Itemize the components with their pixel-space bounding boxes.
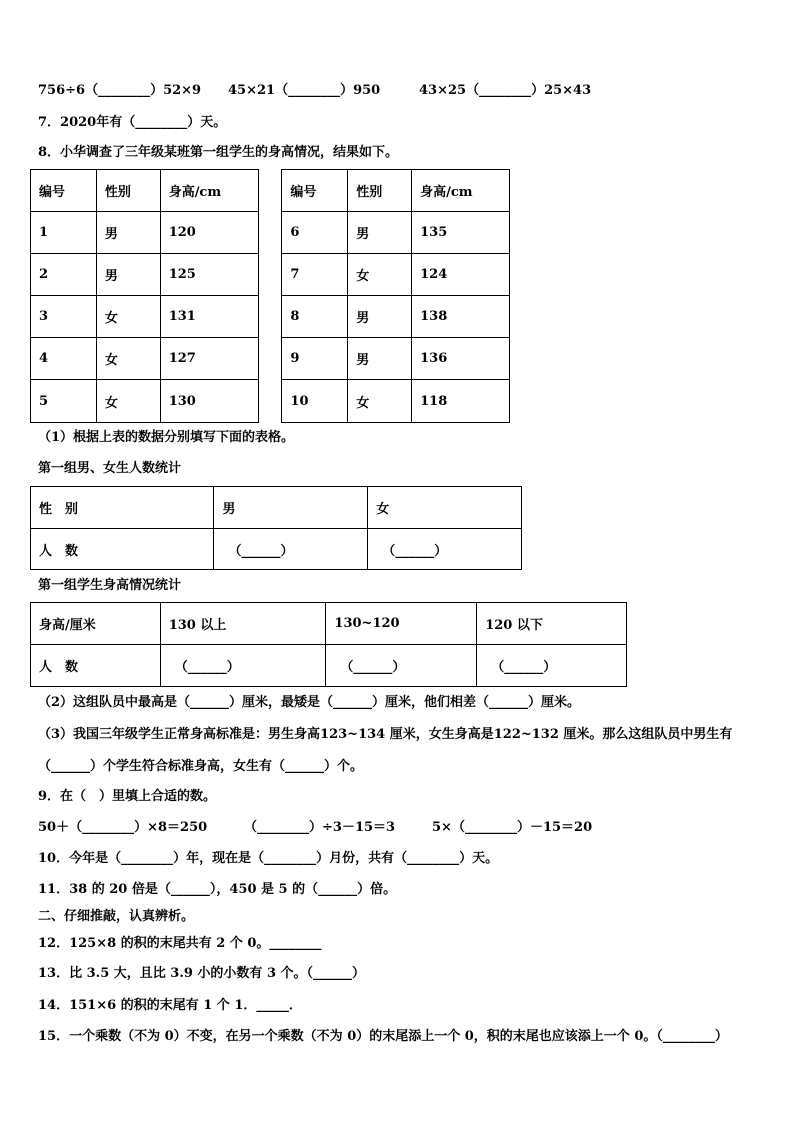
cell-id: 3 <box>31 296 97 338</box>
q14-text: 14．151×6 的积的末尾有 1 个 1．_____． <box>38 998 302 1013</box>
below-120-blank[interactable]: （______） <box>477 645 627 687</box>
q8-part3-line1: （3）我国三年级学生正常身高标准是：男生身高123~134 厘米，女生身高是122~132 厘米。那么这组队员中男生有 <box>38 727 733 742</box>
cell-height: 138 <box>412 296 510 338</box>
cell-gender: 女 <box>96 296 160 338</box>
q9-expr-c: 5×（________）－15＝20 <box>432 820 593 835</box>
cell-height: 131 <box>160 296 258 338</box>
height-range-label: 身高/厘米 <box>31 603 161 645</box>
q9-expr-b: （________）÷3－15＝3 <box>244 820 396 835</box>
cell-height: 125 <box>160 254 258 296</box>
q9-expr-a: 50＋（________）×8＝250 <box>38 820 208 835</box>
female-count-blank[interactable]: （______） <box>368 529 522 570</box>
range-above-130: 130 以上 <box>160 603 326 645</box>
header-height: 身高/cm <box>412 170 510 212</box>
cell-id: 5 <box>31 380 97 423</box>
q8-part2: （2）这组队员中最高是（______）厘米，最矮是（______）厘米，他们相差（______）厘米。 <box>38 695 581 710</box>
cell-id: 8 <box>282 296 348 338</box>
cell-height: 127 <box>160 338 258 380</box>
table-separator <box>258 170 282 423</box>
cell-gender: 女 <box>348 254 412 296</box>
header-height: 身高/cm <box>160 170 258 212</box>
cell-height: 124 <box>412 254 510 296</box>
range-below-120: 120 以下 <box>477 603 627 645</box>
section-2-title: 二、仔细推敲，认真辨析。 <box>38 909 195 924</box>
cell-gender: 男 <box>96 254 160 296</box>
cell-id: 10 <box>282 380 348 423</box>
cell-height: 118 <box>412 380 510 423</box>
q6-expr-a: 756÷6（________）52×9 <box>38 83 202 98</box>
header-gender: 性别 <box>96 170 160 212</box>
male-count-blank[interactable]: （______） <box>214 529 368 570</box>
cell-height: 130 <box>160 380 258 423</box>
cell-gender: 男 <box>348 338 412 380</box>
q8-intro: 8．小华调查了三年级某班第一组学生的身高情况，结果如下。 <box>38 145 399 160</box>
q13-text: 13．比 3.5 大，且比 3.9 小的小数有 3 个。（______） <box>38 966 366 981</box>
cell-gender: 女 <box>96 380 160 423</box>
q7-text: 7．2020年有（________）天。 <box>38 115 227 130</box>
count-label: 人 数 <box>31 645 161 687</box>
gender-label: 性 别 <box>31 487 214 529</box>
q6-expr-c: 43×25（________）25×43 <box>419 83 592 98</box>
range-130-120: 130~120 <box>326 603 477 645</box>
cell-gender: 男 <box>96 212 160 254</box>
q8-part1: （1）根据上表的数据分别填写下面的表格。 <box>38 430 295 445</box>
q8-part3-line2: （______）个学生符合标准身高，女生有（______）个。 <box>38 759 364 774</box>
cell-gender: 男 <box>348 296 412 338</box>
cell-height: 135 <box>412 212 510 254</box>
cell-gender: 女 <box>348 380 412 423</box>
cell-gender: 男 <box>348 212 412 254</box>
cell-gender: 女 <box>96 338 160 380</box>
q15-text: 15．一个乘数（不为 0）不变，在另一个乘数（不为 0）的末尾添上一个 0，积的末尾也应该添上一个 0。（________） <box>38 1029 728 1044</box>
cell-id: 7 <box>282 254 348 296</box>
130-120-blank[interactable]: （______） <box>326 645 477 687</box>
cell-id: 4 <box>31 338 97 380</box>
male-label: 男 <box>214 487 368 529</box>
q9-intro: 9．在（ ）里填上合适的数。 <box>38 789 217 804</box>
gender-count-table-title: 第一组男、女生人数统计 <box>38 461 182 476</box>
cell-height: 120 <box>160 212 258 254</box>
cell-id: 2 <box>31 254 97 296</box>
height-survey-table <box>30 169 510 423</box>
q12-text: 12．125×8 的积的末尾共有 2 个 0。________ <box>38 936 322 951</box>
height-stats-table-title: 第一组学生身高情况统计 <box>38 578 182 593</box>
female-label: 女 <box>368 487 522 529</box>
cell-height: 136 <box>412 338 510 380</box>
header-id: 编号 <box>31 170 97 212</box>
cell-id: 9 <box>282 338 348 380</box>
gender-count-table <box>30 486 522 570</box>
count-label: 人 数 <box>31 529 214 570</box>
height-stats-table <box>30 602 627 687</box>
header-id: 编号 <box>282 170 348 212</box>
cell-id: 1 <box>31 212 97 254</box>
q10-text: 10．今年是（________）年，现在是（________）月份，共有（________）天。 <box>38 851 499 866</box>
header-gender: 性别 <box>348 170 412 212</box>
above-130-blank[interactable]: （______） <box>160 645 326 687</box>
cell-id: 6 <box>282 212 348 254</box>
q11-text: 11．38 的 20 倍是（______），450 是 5 的（______）倍。 <box>38 882 397 897</box>
q6-expr-b: 45×21（________）950 <box>228 83 381 98</box>
